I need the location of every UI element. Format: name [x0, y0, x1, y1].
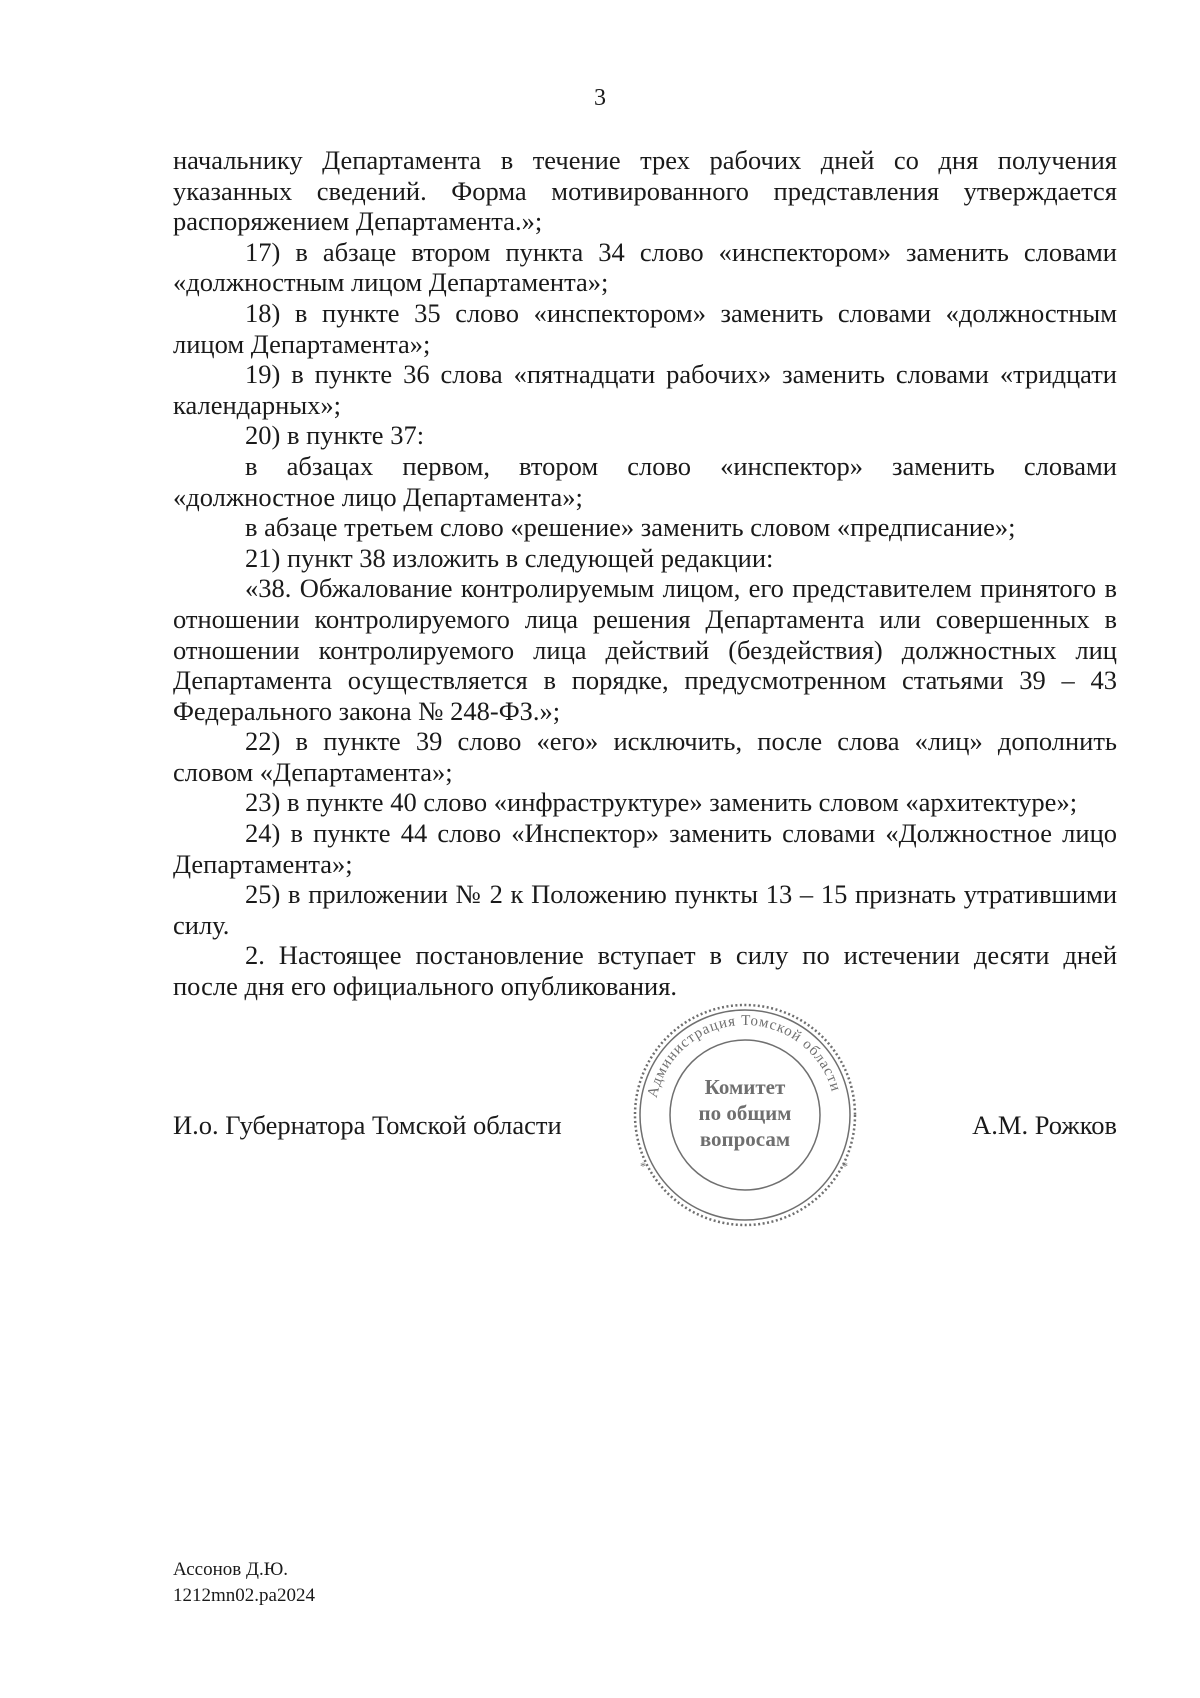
paragraph: в абзацах первом, втором слово «инспектор» заменить словами «должностное лицо Департамента»;	[173, 450, 1117, 512]
paragraph: 20) в пункте 37:	[245, 420, 425, 451]
paragraph: «38. Обжалование контролируемым лицом, его представителем принятого в отношении контролируемого лица решения Департамента или совершенных в отношении контролируемого лица действий (бездействия) должностных лиц Департамента осуществляется в порядке, предусмотренном статьями 39 – 43 Федерального закона № 248-ФЗ.»;	[173, 573, 1117, 726]
svg-text:*: *	[842, 1159, 848, 1173]
paragraph: 2. Настоящее постановление вступает в силу по истечении десяти дней после дня его официального опубликования.	[173, 940, 1117, 1002]
official-seal-stamp	[630, 1000, 860, 1230]
footer-code: 1212mn02.pa2024	[173, 1585, 315, 1606]
paragraph: 22) в пункте 39 слово «его» исключить, после слова «лиц» дополнить словом «Департамента»;	[173, 726, 1117, 787]
signatory-name: А.М. Рожков	[972, 1110, 1117, 1140]
paragraph: 19) в пункте 36 слова «пятнадцати рабочих» заменить словами «тридцати календарных»;	[173, 359, 1117, 420]
paragraph: начальнику Департамента в течение трех рабочих дней со дня получения указанных сведений. Форма мотивированного представления утверждается распоряжением Департамента.»;	[173, 145, 1117, 237]
signatory-title: И.о. Губернатора Томской области	[173, 1110, 562, 1140]
paragraph: 17) в абзаце втором пункта 34 слово «инспектором» заменить словами «должностным лицом Департамента»;	[173, 236, 1117, 298]
svg-text:*: *	[640, 1159, 646, 1173]
seal-center-line: Комитет	[704, 1075, 786, 1099]
document-footer	[173, 1557, 315, 1609]
footer-author: Ассонов Д.Ю.	[173, 1559, 288, 1580]
paragraph: в абзаце третьем слово «решение» заменить словом «предписание»;	[245, 512, 1016, 543]
seal-center-line: вопросам	[699, 1127, 791, 1151]
paragraph: 25) в приложении № 2 к Положению пункты 13 – 15 признать утратившими силу.	[173, 879, 1117, 940]
paragraph: 24) в пункте 44 слово «Инспектор» заменить словами «Должностное лицо Департамента»;	[173, 818, 1117, 879]
paragraph: 23) в пункте 40 слово «инфраструктуре» заменить словом «архитектуре»;	[245, 787, 1078, 818]
paragraph: 18) в пункте 35 слово «инспектором» заменить словами «должностным лицом Департамента»;	[173, 297, 1117, 359]
paragraph: 21) пункт 38 изложить в следующей редакции:	[245, 542, 774, 573]
page-number: 3	[594, 85, 606, 111]
seal-ring-text: Администрация Томской области	[644, 1012, 844, 1100]
seal-center-line: по общим	[698, 1101, 792, 1125]
document-body	[173, 145, 1117, 1002]
